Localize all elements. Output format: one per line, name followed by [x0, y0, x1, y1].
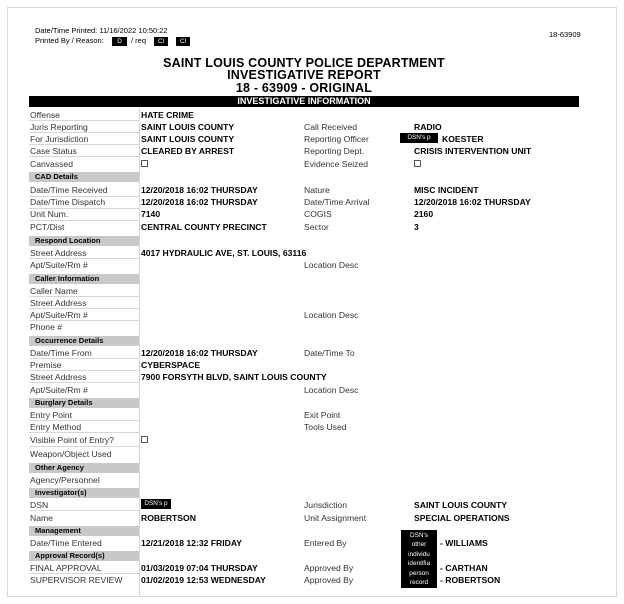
dispatch-value: 12/20/2018 16:02 THURSDAY [141, 197, 258, 207]
received-label: Date/Time Received [30, 185, 108, 195]
approved-by-value: - CARTHAN [440, 563, 488, 573]
respond-locdesc-label: Location Desc [304, 260, 359, 270]
approved-by-label: Approved By [304, 563, 354, 573]
final-approval-label: FINAL APPROVAL [30, 563, 102, 573]
redaction-line: person [409, 569, 429, 577]
section-banner: INVESTIGATIVE INFORMATION [29, 96, 579, 107]
pct-label: PCT/Dist [30, 222, 65, 232]
respond-street-value: 4017 HYDRAULIC AVE, ST. LOUIS, 63116 [141, 248, 307, 258]
premise-value: CYBERSPACE [141, 360, 201, 370]
investigator-jurisdiction-value: SAINT LOUIS COUNTY [414, 500, 508, 510]
received-value: 12/20/2018 16:02 THURSDAY [141, 185, 258, 195]
sector-value: 3 [414, 222, 419, 232]
agency-personnel-label: Agency/Personnel [30, 475, 100, 485]
caller-phone-label: Phone # [30, 322, 63, 332]
section-cad-details: CAD Details [29, 172, 139, 182]
occurrence-to-label: Date/Time To [304, 348, 355, 358]
exit-point-label: Exit Point [304, 410, 341, 420]
canvassed-checkbox[interactable] [141, 160, 148, 167]
row-divider [29, 432, 139, 433]
row-divider [29, 382, 139, 383]
call-received-label: Call Received [304, 122, 358, 132]
reporting-officer-value: KOESTER [442, 134, 484, 144]
row-divider [29, 420, 139, 421]
row-divider [29, 370, 139, 371]
nature-value: MISC INCIDENT [414, 185, 479, 195]
row-divider [29, 220, 139, 221]
row-divider [29, 573, 139, 574]
section-burglary-details: Burglary Details [29, 398, 139, 408]
redaction-line: identifia [407, 560, 431, 568]
visible-entry-label: Visible Point of Entry? [30, 435, 114, 445]
column-divider [139, 108, 140, 596]
redaction-line: individu [408, 550, 430, 558]
reporting-officer-label: Reporting Officer [304, 134, 369, 144]
reporting-dept-label: Reporting Dept. [304, 146, 365, 156]
report-title: INVESTIGATIVE REPORT [227, 68, 381, 82]
investigator-jurisdiction-label: Jurisdiction [304, 500, 347, 510]
printed-datetime: Date/Time Printed: 11/16/2022 10:50:22 [35, 26, 168, 35]
visible-entry-checkbox[interactable] [141, 436, 148, 443]
row-divider [29, 144, 139, 145]
dispatch-label: Date/Time Dispatch [30, 197, 106, 207]
row-divider [29, 258, 139, 259]
document-id: 18-63909 [549, 30, 581, 39]
cogis-label: COGIS [304, 209, 332, 219]
row-divider [29, 308, 139, 309]
row-divider [29, 446, 139, 447]
section-caller-information: Caller Information [29, 274, 139, 284]
arrival-label: Date/Time Arrival [304, 197, 370, 207]
section-occurrence-details: Occurrence Details [29, 336, 139, 346]
redaction-box: DSN's p [141, 499, 171, 509]
req-label: / req [131, 36, 147, 45]
row-divider [29, 156, 139, 157]
occurrence-from-label: Date/Time From [30, 348, 92, 358]
section-other-agency: Other Agency [29, 463, 139, 473]
pct-value: CENTRAL COUNTY PRECINCT [141, 222, 267, 232]
supervisor-review-value: 01/02/2019 12:53 WEDNESDAY [141, 575, 266, 585]
row-divider [29, 320, 139, 321]
cogis-value: 2160 [414, 209, 434, 219]
for-jurisdiction-label: For Jurisdiction [30, 134, 89, 144]
unit-assignment-label: Unit Assignment [304, 513, 367, 523]
department-title: SAINT LOUIS COUNTY POLICE DEPARTMENT [163, 56, 445, 70]
caller-apt-label: Apt/Suite/Rm # [30, 310, 88, 320]
for-jurisdiction-value: SAINT LOUIS COUNTY [141, 134, 235, 144]
premise-label: Premise [30, 360, 62, 370]
occurrence-from-value: 12/20/2018 16:02 THURSDAY [141, 348, 258, 358]
offense-value: HATE CRIME [141, 110, 194, 120]
unit-label: Unit Num. [30, 209, 69, 219]
section-management: Management [29, 526, 139, 536]
canvassed-label: Canvassed [30, 159, 73, 169]
section-respond-location: Respond Location [29, 236, 139, 246]
redaction-box: DSN's p [400, 133, 438, 143]
final-approval-value: 01/03/2019 07:04 THURSDAY [141, 563, 258, 573]
sector-label: Sector [304, 222, 329, 232]
unit-assignment-value: SPECIAL OPERATIONS [414, 513, 510, 523]
caller-locdesc-label: Location Desc [304, 310, 359, 320]
dsn-label: DSN [30, 500, 49, 510]
caller-name-label: Caller Name [30, 286, 78, 296]
occurrence-locdesc-label: Location Desc [304, 385, 359, 395]
caller-street-label: Street Address [30, 298, 87, 308]
reporting-dept-value: CRISIS INTERVENTION UNIT [414, 146, 532, 156]
weapon-label: Weapon/Object Used [30, 449, 112, 459]
case-status-value: CLEARED BY ARREST [141, 146, 235, 156]
juris-reporting-label: Juris Reporting [30, 122, 88, 132]
tools-used-label: Tools Used [304, 422, 347, 432]
section-investigators: Investigator(s) [29, 488, 139, 498]
row-divider [29, 120, 139, 121]
printed-by-label: Printed By / Reason: [35, 36, 104, 45]
investigator-name-value: ROBERTSON [141, 513, 196, 523]
entry-point-label: Entry Point [30, 410, 73, 420]
redaction-line: other [411, 541, 427, 549]
nature-label: Nature [304, 185, 330, 195]
row-divider [29, 132, 139, 133]
arrival-value: 12/20/2018 16:02 THURSDAY [414, 197, 531, 207]
juris-reporting-value: SAINT LOUIS COUNTY [141, 122, 235, 132]
entered-by-label: Entered By [304, 538, 347, 548]
respond-apt-label: Apt/Suite/Rm # [30, 260, 88, 270]
approved-by-label: Approved By [304, 575, 354, 585]
redaction-box: Cl [176, 37, 190, 46]
evidence-seized-checkbox[interactable] [414, 160, 421, 167]
case-status-label: Case Status [30, 146, 77, 156]
row-divider [29, 510, 139, 511]
entered-value: 12/21/2018 12:32 FRIDAY [141, 538, 242, 548]
redaction-box: D [112, 37, 127, 46]
unit-value: 7140 [141, 209, 161, 219]
occurrence-street-label: Street Address [30, 372, 87, 382]
call-received-value: RADIO [414, 122, 442, 132]
supervisor-review-label: SUPERVISOR REVIEW [30, 575, 123, 585]
section-approval-records: Approval Record(s) [29, 551, 139, 561]
evidence-seized-label: Evidence Seized [304, 159, 369, 169]
entered-label: Date/Time Entered [30, 538, 102, 548]
respond-street-label: Street Address [30, 248, 87, 258]
row-divider [29, 358, 139, 359]
approved-by-value: - ROBERTSON [440, 575, 501, 585]
offense-label: Offense [30, 110, 60, 120]
row-divider [29, 296, 139, 297]
redaction-line: DSN's [410, 532, 428, 539]
entered-by-value: - WILLIAMS [440, 538, 488, 548]
investigator-name-label: Name [30, 513, 53, 523]
report-number: 18 - 63909 - ORIGINAL [235, 81, 373, 95]
occurrence-street-value: 7900 FORSYTH BLVD, SAINT LOUIS COUNTY [141, 372, 327, 382]
entry-method-label: Entry Method [30, 422, 82, 432]
redaction-line: record [409, 579, 429, 587]
redaction-box: Cl [154, 37, 168, 46]
redaction-block [401, 530, 437, 588]
occurrence-apt-label: Apt/Suite/Rm # [30, 385, 88, 395]
